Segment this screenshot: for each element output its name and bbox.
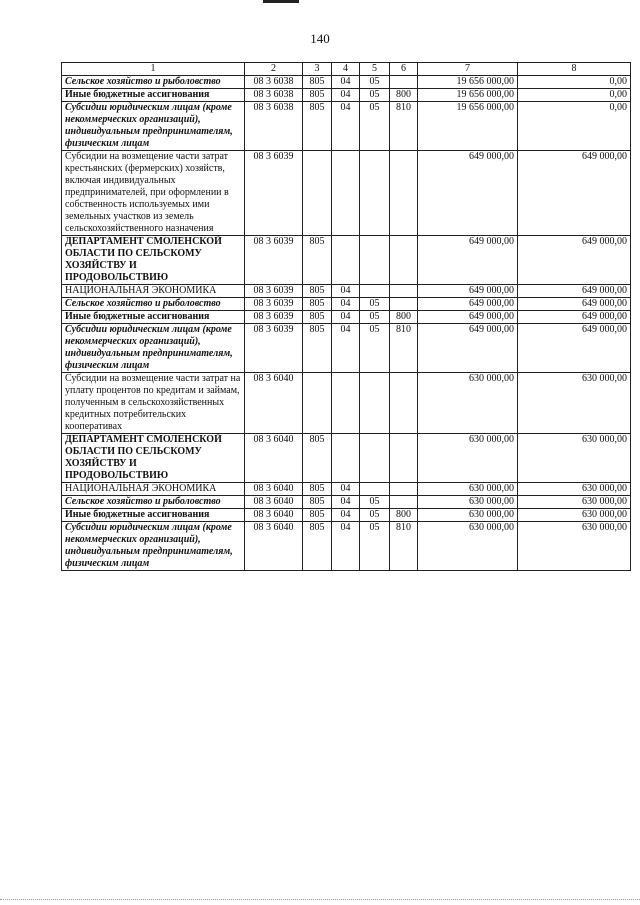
amount-2016-cell: 630 000,00 [518,434,631,483]
amount-2015-cell: 19 656 000,00 [418,89,518,102]
ministry-code-cell: 805 [303,298,332,311]
target-code-cell: 08 3 6038 [245,102,303,151]
target-code-cell: 08 3 6038 [245,76,303,89]
expense-type-cell: 800 [390,509,418,522]
header-cell-7: 7 [418,63,518,76]
ministry-code-cell: 805 [303,434,332,483]
row-name-cell: Субсидии на возмещение части затрат крестьянских (фермерских) хозяйств, включая индивидуальных предпринимателей, при оформлении в собственность используемых ими земельных участков из земель сельскохозяйственного назначения [62,151,245,236]
target-code-cell: 08 3 6039 [245,151,303,236]
row-name-cell: Иные бюджетные ассигнования [62,89,245,102]
row-name-cell: Субсидии юридическим лицам (кроме некоммерческих организаций), индивидуальным предпринимателям, физическим лицам [62,522,245,571]
amount-2015-cell: 630 000,00 [418,483,518,496]
expense-type-cell [390,236,418,285]
budget-table [61,62,631,571]
amount-2015-cell: 649 000,00 [418,298,518,311]
expense-type-cell [390,298,418,311]
header-cell-2: 2 [245,63,303,76]
expense-type-cell [390,496,418,509]
expense-type-cell [390,373,418,434]
subsection-code-cell [360,236,390,285]
header-cell-6: 6 [390,63,418,76]
section-code-cell: 04 [332,522,360,571]
table-row [62,298,631,311]
amount-2015-cell: 649 000,00 [418,324,518,373]
ministry-code-cell: 805 [303,496,332,509]
header-cell-3: 3 [303,63,332,76]
target-code-cell: 08 3 6039 [245,298,303,311]
header-row [62,63,631,76]
amount-2015-cell: 649 000,00 [418,311,518,324]
table-row [62,285,631,298]
section-code-cell: 04 [332,324,360,373]
section-code-cell [332,151,360,236]
section-code-cell: 04 [332,298,360,311]
amount-2016-cell: 649 000,00 [518,311,631,324]
header-cell-8: 8 [518,63,631,76]
top-scan-mark [263,0,299,3]
amount-2015-cell: 630 000,00 [418,522,518,571]
subsection-code-cell [360,285,390,298]
table-row [62,102,631,151]
amount-2015-cell: 19 656 000,00 [418,102,518,151]
amount-2016-cell: 649 000,00 [518,236,631,285]
amount-2016-cell: 0,00 [518,76,631,89]
ministry-code-cell: 805 [303,102,332,151]
section-code-cell: 04 [332,311,360,324]
subsection-code-cell [360,373,390,434]
amount-2016-cell: 630 000,00 [518,509,631,522]
subsection-code-cell: 05 [360,298,390,311]
target-code-cell: 08 3 6038 [245,89,303,102]
target-code-cell: 08 3 6040 [245,434,303,483]
amount-2016-cell: 649 000,00 [518,298,631,311]
ministry-code-cell: 805 [303,285,332,298]
amount-2016-cell: 630 000,00 [518,522,631,571]
section-code-cell [332,373,360,434]
target-code-cell: 08 3 6039 [245,324,303,373]
row-name-cell: Сельское хозяйство и рыболовство [62,496,245,509]
ministry-code-cell: 805 [303,483,332,496]
table-row [62,76,631,89]
expense-type-cell: 810 [390,522,418,571]
subsection-code-cell: 05 [360,522,390,571]
expense-type-cell: 810 [390,102,418,151]
table-body [62,76,631,571]
row-name-cell: Субсидии юридическим лицам (кроме некоммерческих организаций), индивидуальным предпринимателям, физическим лицам [62,324,245,373]
section-code-cell: 04 [332,102,360,151]
header-cell-4: 4 [332,63,360,76]
row-name-cell: НАЦИОНАЛЬНАЯ ЭКОНОМИКА [62,483,245,496]
table-row [62,509,631,522]
subsection-code-cell: 05 [360,311,390,324]
table-row [62,496,631,509]
amount-2015-cell: 649 000,00 [418,236,518,285]
target-code-cell: 08 3 6040 [245,373,303,434]
table-row [62,236,631,285]
subsection-code-cell [360,151,390,236]
subsection-code-cell: 05 [360,496,390,509]
row-name-cell: ДЕПАРТАМЕНТ СМОЛЕНСКОЙ ОБЛАСТИ ПО СЕЛЬСКОМУ ХОЗЯЙСТВУ И ПРОДОВОЛЬСТВИЮ [62,434,245,483]
table-row [62,151,631,236]
amount-2016-cell: 630 000,00 [518,496,631,509]
expense-type-cell [390,151,418,236]
target-code-cell: 08 3 6039 [245,285,303,298]
target-code-cell: 08 3 6040 [245,483,303,496]
row-name-cell: ДЕПАРТАМЕНТ СМОЛЕНСКОЙ ОБЛАСТИ ПО СЕЛЬСКОМУ ХОЗЯЙСТВУ И ПРОДОВОЛЬСТВИЮ [62,236,245,285]
table-row [62,483,631,496]
amount-2016-cell: 630 000,00 [518,373,631,434]
section-code-cell [332,236,360,285]
expense-type-cell: 800 [390,89,418,102]
amount-2015-cell: 649 000,00 [418,285,518,298]
amount-2016-cell: 649 000,00 [518,151,631,236]
expense-type-cell: 800 [390,311,418,324]
section-code-cell: 04 [332,483,360,496]
row-name-cell: Иные бюджетные ассигнования [62,311,245,324]
expense-type-cell [390,285,418,298]
row-name-cell: Субсидии юридическим лицам (кроме некоммерческих организаций), индивидуальным предпринимателям, физическим лицам [62,102,245,151]
amount-2015-cell: 630 000,00 [418,434,518,483]
scan-bottom-edge [0,899,640,902]
amount-2015-cell: 630 000,00 [418,496,518,509]
row-name-cell: Сельское хозяйство и рыболовство [62,76,245,89]
row-name-cell: Иные бюджетные ассигнования [62,509,245,522]
section-code-cell: 04 [332,89,360,102]
amount-2015-cell: 649 000,00 [418,151,518,236]
target-code-cell: 08 3 6039 [245,311,303,324]
ministry-code-cell [303,373,332,434]
amount-2016-cell: 649 000,00 [518,285,631,298]
page-number: 140 [310,31,330,46]
header-cell-5: 5 [360,63,390,76]
subsection-code-cell: 05 [360,102,390,151]
subsection-code-cell [360,434,390,483]
row-name-cell: Сельское хозяйство и рыболовство [62,298,245,311]
ministry-code-cell [303,151,332,236]
table-row [62,324,631,373]
amount-2015-cell: 19 656 000,00 [418,76,518,89]
ministry-code-cell: 805 [303,324,332,373]
subsection-code-cell [360,483,390,496]
target-code-cell: 08 3 6039 [245,236,303,285]
section-code-cell: 04 [332,76,360,89]
row-name-cell: НАЦИОНАЛЬНАЯ ЭКОНОМИКА [62,285,245,298]
section-code-cell: 04 [332,509,360,522]
amount-2016-cell: 0,00 [518,102,631,151]
ministry-code-cell: 805 [303,89,332,102]
amount-2015-cell: 630 000,00 [418,509,518,522]
expense-type-cell: 810 [390,324,418,373]
expense-type-cell [390,483,418,496]
amount-2016-cell: 649 000,00 [518,324,631,373]
amount-2016-cell: 0,00 [518,89,631,102]
ministry-code-cell: 805 [303,76,332,89]
section-code-cell [332,434,360,483]
amount-2016-cell: 630 000,00 [518,483,631,496]
header-cell-1: 1 [62,63,245,76]
ministry-code-cell: 805 [303,311,332,324]
target-code-cell: 08 3 6040 [245,509,303,522]
section-code-cell: 04 [332,496,360,509]
subsection-code-cell: 05 [360,89,390,102]
table-row [62,522,631,571]
expense-type-cell [390,76,418,89]
expense-type-cell [390,434,418,483]
ministry-code-cell: 805 [303,509,332,522]
subsection-code-cell: 05 [360,509,390,522]
row-name-cell: Субсидии на возмещение части затрат на уплату процентов по кредитам и займам, полученным в сельскохозяйственных кредитных потребительских кооперативах [62,373,245,434]
table-row [62,434,631,483]
ministry-code-cell: 805 [303,236,332,285]
ministry-code-cell: 805 [303,522,332,571]
subsection-code-cell: 05 [360,324,390,373]
target-code-cell: 08 3 6040 [245,522,303,571]
table-row [62,89,631,102]
amount-2015-cell: 630 000,00 [418,373,518,434]
table-row [62,311,631,324]
target-code-cell: 08 3 6040 [245,496,303,509]
subsection-code-cell: 05 [360,76,390,89]
table-row [62,373,631,434]
section-code-cell: 04 [332,285,360,298]
